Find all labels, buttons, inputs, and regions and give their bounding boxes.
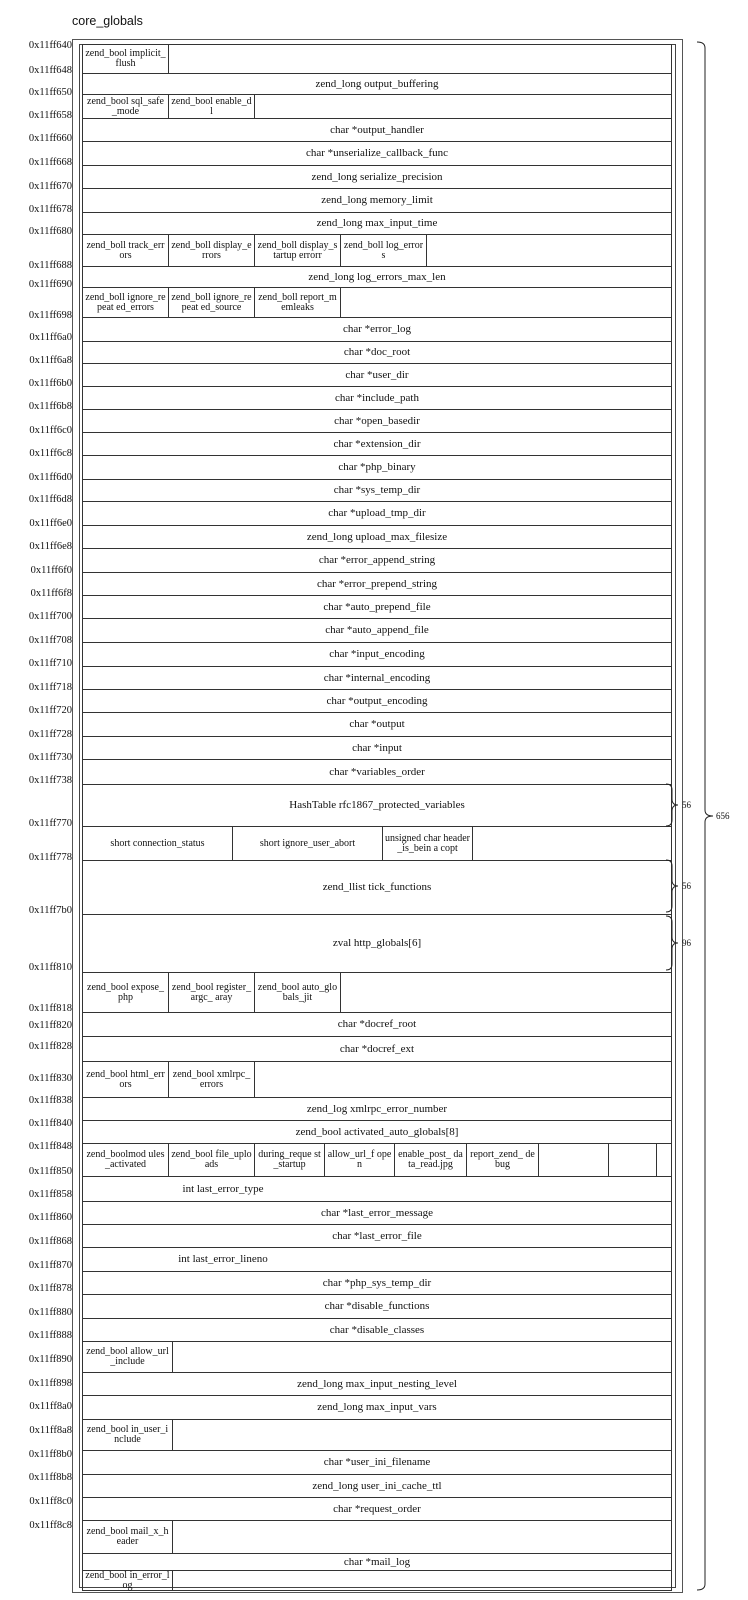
field-label: zend_llist tick_functions xyxy=(322,881,432,893)
address-label: 0x11ff860 xyxy=(28,1212,72,1223)
field-zend-boolmod-ules-activated: zend_boolmod ules_activated xyxy=(83,1144,169,1176)
field-zend-bool-xmlrpc-errors: zend_bool xmlrpc_errors xyxy=(169,1062,255,1097)
address-label: 0x11ff700 xyxy=(28,611,72,622)
address-label: 0x11ff7b0 xyxy=(28,905,72,916)
address-label: 0x11ff6d0 xyxy=(28,472,72,483)
address-label: 0x11ff6c8 xyxy=(29,448,72,459)
field-label: zend_long memory_limit xyxy=(321,194,433,206)
field-label: char *input xyxy=(352,741,402,754)
field-label: char *internal_encoding xyxy=(323,671,431,684)
field-label: char *upload_tmp_dir xyxy=(328,507,426,519)
field-label: zend_long max_input_time xyxy=(316,217,438,229)
address-label: 0x11ff898 xyxy=(28,1378,72,1389)
address-label: 0x11ff820 xyxy=(28,1020,72,1031)
field-zend-boll-report-memleaks: zend_boll report_memleaks xyxy=(255,288,341,317)
field-label: zend_log xmlrpc_error_number xyxy=(306,1102,448,1115)
field-label: char *user_ini_filename xyxy=(323,1456,431,1468)
field-zend-boll-log-errors: zend_boll log_errors xyxy=(341,235,427,266)
address-label: 0x11ff678 xyxy=(28,204,72,215)
address-label: 0x11ff698 xyxy=(28,310,72,321)
field-zend-boll-display-errors: zend_boll display_errors xyxy=(169,235,255,266)
address-label: 0x11ff6a0 xyxy=(29,332,72,343)
field-label: char *last_error_file xyxy=(332,1229,422,1242)
field-short-connection-status: short connection_status xyxy=(83,827,233,860)
field-label: char *user_dir xyxy=(345,368,409,381)
field-label: char *include_path xyxy=(335,391,419,404)
field-zend-bool-auto-globals-jit: zend_bool auto_globals_jit xyxy=(255,973,341,1012)
address-label: 0x11ff640 xyxy=(28,40,72,51)
field-zend-bool-register-argc-aray: zend_bool register_argc_ aray xyxy=(169,973,255,1012)
field-allow-url-f-open: allow_url_f open xyxy=(325,1144,395,1176)
field-label: char *input_encoding xyxy=(329,648,425,660)
address-label: 0x11ff848 xyxy=(28,1141,72,1152)
field-zend-bool-sql-safe-mode: zend_bool sql_safe_mode xyxy=(83,95,169,118)
field-zend-bool-allow-url-include: zend_bool allow_url_include xyxy=(83,1342,173,1372)
address-label: 0x11ff8a8 xyxy=(29,1425,72,1436)
address-label: 0x11ff888 xyxy=(28,1330,72,1341)
address-label: 0x11ff868 xyxy=(28,1236,72,1247)
field-label: char *docref_ext xyxy=(339,1042,415,1055)
address-label: 0x11ff818 xyxy=(28,1003,72,1014)
field-zend-bool-in-user-include: zend_bool in_user_include xyxy=(83,1420,173,1450)
field-label: zend_long upload_max_filesize xyxy=(306,530,448,543)
address-label: 0x11ff8a0 xyxy=(29,1401,72,1412)
address-label: 0x11ff6c0 xyxy=(29,425,72,436)
address-label: 0x11ff8c8 xyxy=(29,1520,72,1531)
field-label: char *request_order xyxy=(333,1502,421,1515)
address-label: 0x11ff890 xyxy=(28,1354,72,1365)
field-label: HashTable rfc1867_protected_variables xyxy=(289,799,465,811)
diagram-title: core_globals xyxy=(72,14,143,28)
address-label: 0x11ff840 xyxy=(28,1118,72,1129)
field-zend-boll-display-startup-errorr: zend_boll display_startup errorr xyxy=(255,235,341,266)
field-unsigned-char-header-is-bein-a-copt: unsigned char header_is_bein a copt xyxy=(383,827,473,860)
field-zend-boll-ignore-repeat-ed-source: zend_boll ignore_repeat ed_source xyxy=(169,288,255,317)
address-label: 0x11ff658 xyxy=(28,110,72,121)
address-label: 0x11ff6d8 xyxy=(28,494,72,505)
address-label: 0x11ff670 xyxy=(28,181,72,192)
address-label: 0x11ff828 xyxy=(28,1041,72,1052)
address-label: 0x11ff8b0 xyxy=(28,1449,72,1460)
field-label: char *disable_classes xyxy=(329,1323,425,1336)
field-label: char *docref_root xyxy=(337,1018,417,1030)
field-label: char *unserialize_callback_func xyxy=(305,147,448,159)
address-label: 0x11ff8b8 xyxy=(28,1472,72,1483)
address-label: 0x11ff838 xyxy=(28,1095,72,1106)
field-zend-bool-enable-dl: zend_bool enable_dl xyxy=(169,95,255,118)
field-zend-boll-track-errors: zend_boll track_errors xyxy=(83,235,169,266)
address-label: 0x11ff648 xyxy=(28,65,72,76)
field-zend-boll-ignore-repeat-ed-errors: zend_boll ignore_repeat ed_errors xyxy=(83,288,169,317)
field-label: char *sys_temp_dir xyxy=(333,484,421,496)
address-label: 0x11ff660 xyxy=(28,133,72,144)
brace-tick-functions xyxy=(666,860,678,912)
address-label: 0x11ff778 xyxy=(28,852,72,863)
address-label: 0x11ff720 xyxy=(28,705,72,716)
field-label: char *disable_functions xyxy=(324,1300,430,1312)
address-label: 0x11ff6b0 xyxy=(28,378,72,389)
field-label: char *error_log xyxy=(342,323,412,335)
field-label: zend_long user_ini_cache_ttl xyxy=(312,1479,442,1492)
size-label-protected-variables: 56 xyxy=(682,800,691,810)
address-label: 0x11ff810 xyxy=(28,962,72,973)
address-label: 0x11ff858 xyxy=(28,1189,72,1200)
field-short-ignore-user-abort: short ignore_user_abort xyxy=(233,827,383,860)
field-label: char *mail_log xyxy=(343,1555,411,1568)
field-label: char *output xyxy=(349,718,405,730)
address-label: 0x11ff738 xyxy=(28,775,72,786)
address-label: 0x11ff6f8 xyxy=(30,588,72,599)
field-report-zend-debug: report_zend_ debug xyxy=(467,1144,539,1176)
field-label: zend_long output_buffering xyxy=(315,77,439,90)
field-label: char *php_sys_temp_dir xyxy=(322,1276,432,1289)
address-label: 0x11ff730 xyxy=(28,752,72,763)
address-label: 0x11ff6e0 xyxy=(29,518,72,529)
address-label: 0x11ff880 xyxy=(28,1307,72,1318)
field-label: char *doc_root xyxy=(343,346,411,358)
brace-protected-variables xyxy=(666,784,678,826)
field-label: char *variables_order xyxy=(329,765,425,778)
field-label: char *error_prepend_string xyxy=(316,577,438,590)
address-label: 0x11ff830 xyxy=(28,1073,72,1084)
address-label: 0x11ff878 xyxy=(28,1283,72,1294)
address-label: 0x11ff718 xyxy=(28,682,72,693)
field-label: char *auto_prepend_file xyxy=(323,600,431,613)
address-label: 0x11ff6a8 xyxy=(29,355,72,366)
field-label: int last_error_type xyxy=(182,1182,264,1195)
field-label: zend_long log_errors_max_len xyxy=(308,270,446,283)
field-label: zend_long max_input_nesting_level xyxy=(297,1377,457,1390)
field-label: int last_error_lineno xyxy=(178,1253,268,1265)
field-zend-bool-expose-php: zend_bool expose_php xyxy=(83,973,169,1012)
field-label: char *output_encoding xyxy=(326,694,428,707)
address-label: 0x11ff770 xyxy=(28,818,72,829)
address-label: 0x11ff688 xyxy=(28,260,72,271)
address-label: 0x11ff728 xyxy=(28,729,72,740)
address-label: 0x11ff850 xyxy=(28,1166,72,1177)
address-label: 0x11ff708 xyxy=(28,635,72,646)
brace-http-globals xyxy=(666,916,678,970)
address-label: 0x11ff8c0 xyxy=(29,1496,72,1507)
field-zend-bool-html-errors: zend_bool html_errors xyxy=(83,1062,169,1097)
address-label: 0x11ff6e8 xyxy=(29,541,72,552)
field-zend-bool-implicit-flush: zend_bool implicit_flush xyxy=(83,45,169,73)
address-label: 0x11ff668 xyxy=(28,157,72,168)
size-label-tick-functions: 56 xyxy=(682,881,691,891)
field-during-reque-st-startup: during_reque st_startup xyxy=(255,1144,325,1176)
field-zend-bool-in-error-log: zend_bool in_error_log xyxy=(83,1571,173,1590)
field-zend-bool-mail-x-header: zend_bool mail_x_header xyxy=(83,1521,173,1553)
brace-total xyxy=(697,42,713,1590)
field-zend-bool-file-uploads: zend_bool file_uploads xyxy=(169,1144,255,1176)
size-label-http-globals: 96 xyxy=(682,938,691,948)
field-label: char *last_error_message xyxy=(320,1206,434,1219)
address-label: 0x11ff710 xyxy=(28,658,72,669)
field-label: zend_long max_input_vars xyxy=(317,1401,437,1413)
address-label: 0x11ff650 xyxy=(28,87,72,98)
address-label: 0x11ff690 xyxy=(28,279,72,290)
size-label-total: 656 xyxy=(716,811,730,821)
field-label: char *open_basedir xyxy=(334,414,420,427)
field-label: zval http_globals[6] xyxy=(332,937,422,949)
field-label: char *error_append_string xyxy=(318,554,436,566)
address-label: 0x11ff6f0 xyxy=(30,565,72,576)
field-label: zend_bool activated_auto_globals[8] xyxy=(295,1125,459,1138)
field-enable-post-data-read-jpg: enable_post_ data_read.jpg xyxy=(395,1144,467,1176)
address-label: 0x11ff680 xyxy=(28,226,72,237)
address-label: 0x11ff870 xyxy=(28,1260,72,1271)
field-label: char *output_handler xyxy=(330,123,424,136)
field-label: char *extension_dir xyxy=(333,437,421,450)
field-label: zend_long serialize_precision xyxy=(311,170,443,183)
field-label: char *auto_append_file xyxy=(325,624,429,636)
address-label: 0x11ff6b8 xyxy=(28,401,72,412)
field-label: char *php_binary xyxy=(338,461,416,473)
